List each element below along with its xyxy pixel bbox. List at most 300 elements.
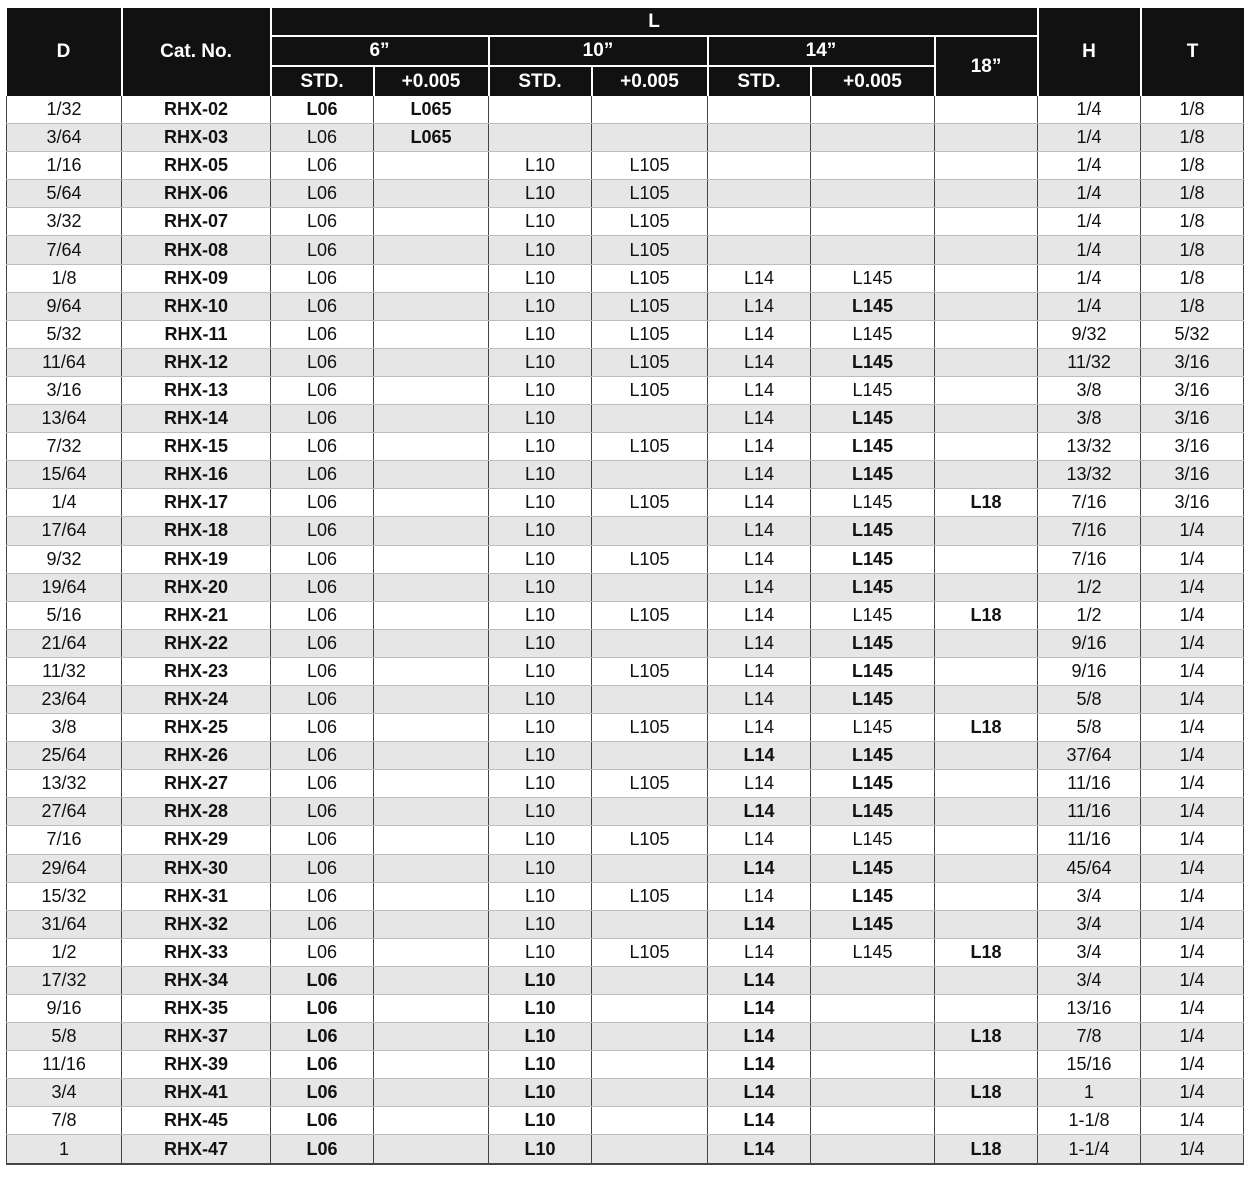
cell-cat-no: RHX-33	[122, 938, 271, 966]
cell-10-std: L10	[489, 152, 592, 180]
cell-6-std: L06	[271, 826, 374, 854]
table-row	[7, 405, 1244, 433]
cell-cat-no: RHX-03	[122, 124, 271, 152]
cell-cat-no: RHX-11	[122, 320, 271, 348]
header-cat-no: Cat. No.	[122, 8, 271, 96]
cell-t: 1/4	[1141, 854, 1244, 882]
cell-14-std	[708, 124, 811, 152]
cell-h: 1/4	[1038, 208, 1141, 236]
cell-t: 3/16	[1141, 433, 1244, 461]
table-row	[7, 1107, 1244, 1135]
cell-d: 7/16	[7, 826, 122, 854]
cell-6-std: L06	[271, 489, 374, 517]
table-row	[7, 657, 1244, 685]
cell-10-std: L10	[489, 292, 592, 320]
cell-cat-no: RHX-13	[122, 376, 271, 404]
cell-t: 1/4	[1141, 545, 1244, 573]
cell-14-plus: L145	[811, 629, 935, 657]
cell-18	[935, 798, 1038, 826]
cell-d: 1	[7, 1135, 122, 1164]
cell-10-std: L10	[489, 1023, 592, 1051]
cell-d: 1/4	[7, 489, 122, 517]
cell-6-plus	[374, 798, 489, 826]
header-14-std: STD.	[708, 66, 811, 96]
cell-14-std: L14	[708, 826, 811, 854]
cell-6-plus	[374, 770, 489, 798]
cell-cat-no: RHX-20	[122, 573, 271, 601]
cell-h: 1/4	[1038, 236, 1141, 264]
cell-14-plus	[811, 124, 935, 152]
cell-6-plus	[374, 348, 489, 376]
cell-d: 23/64	[7, 685, 122, 713]
cell-h: 5/8	[1038, 685, 1141, 713]
cell-t: 1/8	[1141, 152, 1244, 180]
table-row	[7, 714, 1244, 742]
cell-18: L18	[935, 489, 1038, 517]
cell-10-plus	[592, 854, 708, 882]
cell-6-plus	[374, 405, 489, 433]
cell-cat-no: RHX-23	[122, 657, 271, 685]
cell-d: 3/8	[7, 714, 122, 742]
cell-18	[935, 657, 1038, 685]
cell-h: 5/8	[1038, 714, 1141, 742]
cell-14-std: L14	[708, 995, 811, 1023]
cell-14-std: L14	[708, 657, 811, 685]
cell-6-plus	[374, 376, 489, 404]
cell-14-plus	[811, 1135, 935, 1164]
cell-10-plus: L105	[592, 264, 708, 292]
cell-18	[935, 573, 1038, 601]
cell-h: 7/16	[1038, 489, 1141, 517]
cell-t: 1/4	[1141, 714, 1244, 742]
cell-6-plus	[374, 236, 489, 264]
cell-10-plus: L105	[592, 152, 708, 180]
cell-14-std: L14	[708, 1079, 811, 1107]
cell-d: 9/64	[7, 292, 122, 320]
cell-h: 11/16	[1038, 798, 1141, 826]
cell-h: 3/4	[1038, 966, 1141, 994]
cell-18	[935, 461, 1038, 489]
cell-18	[935, 854, 1038, 882]
cell-t: 1/4	[1141, 882, 1244, 910]
table-row	[7, 854, 1244, 882]
cell-14-std: L14	[708, 517, 811, 545]
cell-18	[935, 966, 1038, 994]
cell-d: 11/32	[7, 657, 122, 685]
cell-h: 11/16	[1038, 770, 1141, 798]
cell-cat-no: RHX-26	[122, 742, 271, 770]
cell-cat-no: RHX-24	[122, 685, 271, 713]
cell-14-plus: L145	[811, 489, 935, 517]
table-row	[7, 264, 1244, 292]
cell-18	[935, 96, 1038, 124]
cell-h: 1/2	[1038, 601, 1141, 629]
cell-18: L18	[935, 601, 1038, 629]
cell-d: 9/32	[7, 545, 122, 573]
cell-10-plus: L105	[592, 376, 708, 404]
cell-d: 7/64	[7, 236, 122, 264]
cell-cat-no: RHX-07	[122, 208, 271, 236]
cell-6-plus	[374, 264, 489, 292]
cell-18	[935, 208, 1038, 236]
cell-14-std: L14	[708, 489, 811, 517]
cell-14-std: L14	[708, 601, 811, 629]
cell-14-std: L14	[708, 770, 811, 798]
cell-cat-no: RHX-17	[122, 489, 271, 517]
cell-10-std: L10	[489, 657, 592, 685]
cell-h: 7/16	[1038, 545, 1141, 573]
cell-14-plus: L145	[811, 657, 935, 685]
cell-cat-no: RHX-02	[122, 96, 271, 124]
cell-cat-no: RHX-45	[122, 1107, 271, 1135]
cell-14-plus: L145	[811, 854, 935, 882]
table-row	[7, 1079, 1244, 1107]
cell-10-std: L10	[489, 461, 592, 489]
cell-h: 45/64	[1038, 854, 1141, 882]
cell-6-std: L06	[271, 770, 374, 798]
cell-6-plus: L065	[374, 96, 489, 124]
spec-table-container	[6, 8, 1243, 1165]
cell-cat-no: RHX-09	[122, 264, 271, 292]
cell-10-plus: L105	[592, 938, 708, 966]
cell-14-plus: L145	[811, 376, 935, 404]
cell-14-plus: L145	[811, 545, 935, 573]
table-row	[7, 882, 1244, 910]
cell-18	[935, 180, 1038, 208]
cell-h: 1-1/8	[1038, 1107, 1141, 1135]
cell-10-std: L10	[489, 180, 592, 208]
cell-cat-no: RHX-12	[122, 348, 271, 376]
cell-14-plus: L145	[811, 714, 935, 742]
cell-10-std: L10	[489, 995, 592, 1023]
cell-10-std: L10	[489, 348, 592, 376]
cell-14-plus	[811, 1107, 935, 1135]
cell-18	[935, 882, 1038, 910]
cell-cat-no: RHX-22	[122, 629, 271, 657]
cell-6-plus	[374, 489, 489, 517]
cell-10-std	[489, 96, 592, 124]
cell-18	[935, 292, 1038, 320]
spec-table	[6, 8, 1244, 1165]
cell-14-std: L14	[708, 854, 811, 882]
cell-6-std: L06	[271, 714, 374, 742]
cell-14-plus: L145	[811, 433, 935, 461]
cell-10-std: L10	[489, 770, 592, 798]
cell-6-std: L06	[271, 742, 374, 770]
cell-18: L18	[935, 1023, 1038, 1051]
cell-6-plus	[374, 433, 489, 461]
cell-10-plus	[592, 995, 708, 1023]
cell-14-plus	[811, 208, 935, 236]
cell-6-std: L06	[271, 208, 374, 236]
cell-t: 1/4	[1141, 966, 1244, 994]
cell-6-plus	[374, 292, 489, 320]
cell-6-plus	[374, 629, 489, 657]
cell-18	[935, 910, 1038, 938]
cell-t: 1/8	[1141, 208, 1244, 236]
cell-d: 7/32	[7, 433, 122, 461]
cell-14-plus: L145	[811, 348, 935, 376]
cell-14-plus: L145	[811, 826, 935, 854]
cell-d: 3/16	[7, 376, 122, 404]
cell-6-plus	[374, 152, 489, 180]
cell-14-std	[708, 96, 811, 124]
cell-cat-no: RHX-21	[122, 601, 271, 629]
table-row	[7, 770, 1244, 798]
cell-cat-no: RHX-41	[122, 1079, 271, 1107]
cell-14-plus: L145	[811, 461, 935, 489]
cell-14-std: L14	[708, 1107, 811, 1135]
cell-cat-no: RHX-29	[122, 826, 271, 854]
cell-10-plus: L105	[592, 180, 708, 208]
cell-14-plus: L145	[811, 742, 935, 770]
cell-d: 1/16	[7, 152, 122, 180]
table-body	[7, 96, 1244, 1164]
cell-6-std: L06	[271, 938, 374, 966]
cell-14-std	[708, 208, 811, 236]
cell-cat-no: RHX-32	[122, 910, 271, 938]
cell-d: 25/64	[7, 742, 122, 770]
cell-14-std: L14	[708, 966, 811, 994]
cell-10-std: L10	[489, 517, 592, 545]
cell-h: 11/32	[1038, 348, 1141, 376]
cell-10-plus	[592, 1107, 708, 1135]
cell-6-plus	[374, 966, 489, 994]
cell-6-std: L06	[271, 1079, 374, 1107]
cell-d: 29/64	[7, 854, 122, 882]
cell-10-plus: L105	[592, 714, 708, 742]
table-row	[7, 1023, 1244, 1051]
cell-d: 1/8	[7, 264, 122, 292]
cell-18	[935, 685, 1038, 713]
cell-18: L18	[935, 938, 1038, 966]
table-row	[7, 461, 1244, 489]
cell-10-std: L10	[489, 1107, 592, 1135]
cell-6-plus	[374, 742, 489, 770]
cell-10-plus: L105	[592, 882, 708, 910]
cell-h: 9/16	[1038, 629, 1141, 657]
header-6-std: STD.	[271, 66, 374, 96]
cell-d: 13/64	[7, 405, 122, 433]
cell-10-plus	[592, 966, 708, 994]
cell-18	[935, 433, 1038, 461]
cell-d: 21/64	[7, 629, 122, 657]
cell-10-plus: L105	[592, 208, 708, 236]
cell-14-std: L14	[708, 320, 811, 348]
cell-6-plus: L065	[374, 124, 489, 152]
cell-14-plus: L145	[811, 320, 935, 348]
cell-14-plus: L145	[811, 573, 935, 601]
cell-14-plus	[811, 96, 935, 124]
cell-18	[935, 770, 1038, 798]
cell-18: L18	[935, 1135, 1038, 1164]
cell-d: 5/64	[7, 180, 122, 208]
cell-14-plus	[811, 995, 935, 1023]
cell-14-plus: L145	[811, 798, 935, 826]
cell-14-plus	[811, 1023, 935, 1051]
cell-6-std: L06	[271, 995, 374, 1023]
cell-d: 17/64	[7, 517, 122, 545]
table-row	[7, 348, 1244, 376]
table-row	[7, 208, 1244, 236]
cell-h: 3/8	[1038, 376, 1141, 404]
cell-18	[935, 264, 1038, 292]
cell-10-std	[489, 124, 592, 152]
cell-t: 1/8	[1141, 180, 1244, 208]
cell-14-std: L14	[708, 882, 811, 910]
cell-d: 1/2	[7, 938, 122, 966]
cell-t: 1/4	[1141, 657, 1244, 685]
cell-18	[935, 826, 1038, 854]
cell-6-plus	[374, 461, 489, 489]
table-row	[7, 742, 1244, 770]
cell-t: 1/4	[1141, 995, 1244, 1023]
cell-t: 1/4	[1141, 685, 1244, 713]
cell-h: 3/4	[1038, 910, 1141, 938]
header-10-plus: +0.005	[592, 66, 708, 96]
cell-6-std: L06	[271, 629, 374, 657]
cell-d: 3/32	[7, 208, 122, 236]
cell-6-std: L06	[271, 910, 374, 938]
cell-6-std: L06	[271, 882, 374, 910]
cell-18	[935, 236, 1038, 264]
cell-d: 15/32	[7, 882, 122, 910]
cell-cat-no: RHX-39	[122, 1051, 271, 1079]
cell-10-std: L10	[489, 601, 592, 629]
cell-18	[935, 1107, 1038, 1135]
cell-6-std: L06	[271, 798, 374, 826]
cell-6-std: L06	[271, 124, 374, 152]
cell-h: 7/8	[1038, 1023, 1141, 1051]
cell-6-std: L06	[271, 545, 374, 573]
cell-14-plus	[811, 1051, 935, 1079]
cell-14-plus: L145	[811, 938, 935, 966]
cell-14-plus	[811, 236, 935, 264]
cell-t: 1/4	[1141, 1107, 1244, 1135]
cell-10-std: L10	[489, 433, 592, 461]
header-len-6: 6”	[271, 36, 489, 66]
cell-10-std: L10	[489, 882, 592, 910]
cell-d: 11/64	[7, 348, 122, 376]
table-row	[7, 938, 1244, 966]
cell-h: 3/4	[1038, 938, 1141, 966]
cell-18: L18	[935, 714, 1038, 742]
cell-10-plus	[592, 798, 708, 826]
cell-10-plus: L105	[592, 657, 708, 685]
cell-t: 3/16	[1141, 489, 1244, 517]
table-row	[7, 1135, 1244, 1164]
cell-d: 13/32	[7, 770, 122, 798]
cell-14-plus	[811, 152, 935, 180]
cell-18	[935, 1051, 1038, 1079]
cell-cat-no: RHX-19	[122, 545, 271, 573]
cell-t: 1/4	[1141, 1023, 1244, 1051]
cell-t: 1/8	[1141, 264, 1244, 292]
cell-6-plus	[374, 320, 489, 348]
cell-6-plus	[374, 1135, 489, 1164]
cell-cat-no: RHX-05	[122, 152, 271, 180]
cell-10-plus: L105	[592, 348, 708, 376]
cell-18	[935, 995, 1038, 1023]
cell-h: 3/8	[1038, 405, 1141, 433]
cell-10-std: L10	[489, 798, 592, 826]
cell-6-plus	[374, 995, 489, 1023]
cell-14-plus: L145	[811, 882, 935, 910]
cell-h: 1/4	[1038, 180, 1141, 208]
table-row	[7, 180, 1244, 208]
cell-h: 1/4	[1038, 264, 1141, 292]
table-row	[7, 292, 1244, 320]
cell-10-plus	[592, 742, 708, 770]
cell-10-plus: L105	[592, 826, 708, 854]
cell-14-plus: L145	[811, 292, 935, 320]
cell-10-plus: L105	[592, 545, 708, 573]
cell-t: 1/4	[1141, 601, 1244, 629]
cell-6-plus	[374, 1023, 489, 1051]
cell-6-std: L06	[271, 96, 374, 124]
table-row	[7, 910, 1244, 938]
cell-10-plus	[592, 96, 708, 124]
cell-d: 27/64	[7, 798, 122, 826]
cell-d: 5/8	[7, 1023, 122, 1051]
cell-h: 9/16	[1038, 657, 1141, 685]
table-row	[7, 573, 1244, 601]
cell-t: 1/4	[1141, 770, 1244, 798]
cell-6-std: L06	[271, 966, 374, 994]
table-row	[7, 152, 1244, 180]
cell-6-std: L06	[271, 1107, 374, 1135]
table-row	[7, 433, 1244, 461]
cell-cat-no: RHX-35	[122, 995, 271, 1023]
cell-18	[935, 629, 1038, 657]
cell-14-std: L14	[708, 798, 811, 826]
cell-cat-no: RHX-10	[122, 292, 271, 320]
cell-14-std: L14	[708, 938, 811, 966]
cell-d: 19/64	[7, 573, 122, 601]
cell-10-plus	[592, 405, 708, 433]
cell-t: 1/8	[1141, 124, 1244, 152]
cell-10-std: L10	[489, 264, 592, 292]
cell-10-plus	[592, 685, 708, 713]
cell-18	[935, 405, 1038, 433]
table-row	[7, 966, 1244, 994]
table-row	[7, 685, 1244, 713]
header-14-plus: +0.005	[811, 66, 935, 96]
cell-6-plus	[374, 685, 489, 713]
cell-18	[935, 545, 1038, 573]
cell-6-std: L06	[271, 1023, 374, 1051]
header-h: H	[1038, 8, 1141, 96]
cell-t: 3/16	[1141, 461, 1244, 489]
cell-h: 1/4	[1038, 152, 1141, 180]
cell-14-std	[708, 236, 811, 264]
cell-d: 3/4	[7, 1079, 122, 1107]
cell-14-plus: L145	[811, 264, 935, 292]
cell-10-std: L10	[489, 685, 592, 713]
cell-6-std: L06	[271, 685, 374, 713]
cell-d: 9/16	[7, 995, 122, 1023]
cell-10-std: L10	[489, 1051, 592, 1079]
cell-6-std: L06	[271, 461, 374, 489]
cell-18	[935, 376, 1038, 404]
cell-6-plus	[374, 938, 489, 966]
cell-14-plus: L145	[811, 405, 935, 433]
cell-t: 1/4	[1141, 910, 1244, 938]
table-row	[7, 320, 1244, 348]
cell-cat-no: RHX-30	[122, 854, 271, 882]
cell-14-std	[708, 152, 811, 180]
table-header	[7, 8, 1244, 96]
